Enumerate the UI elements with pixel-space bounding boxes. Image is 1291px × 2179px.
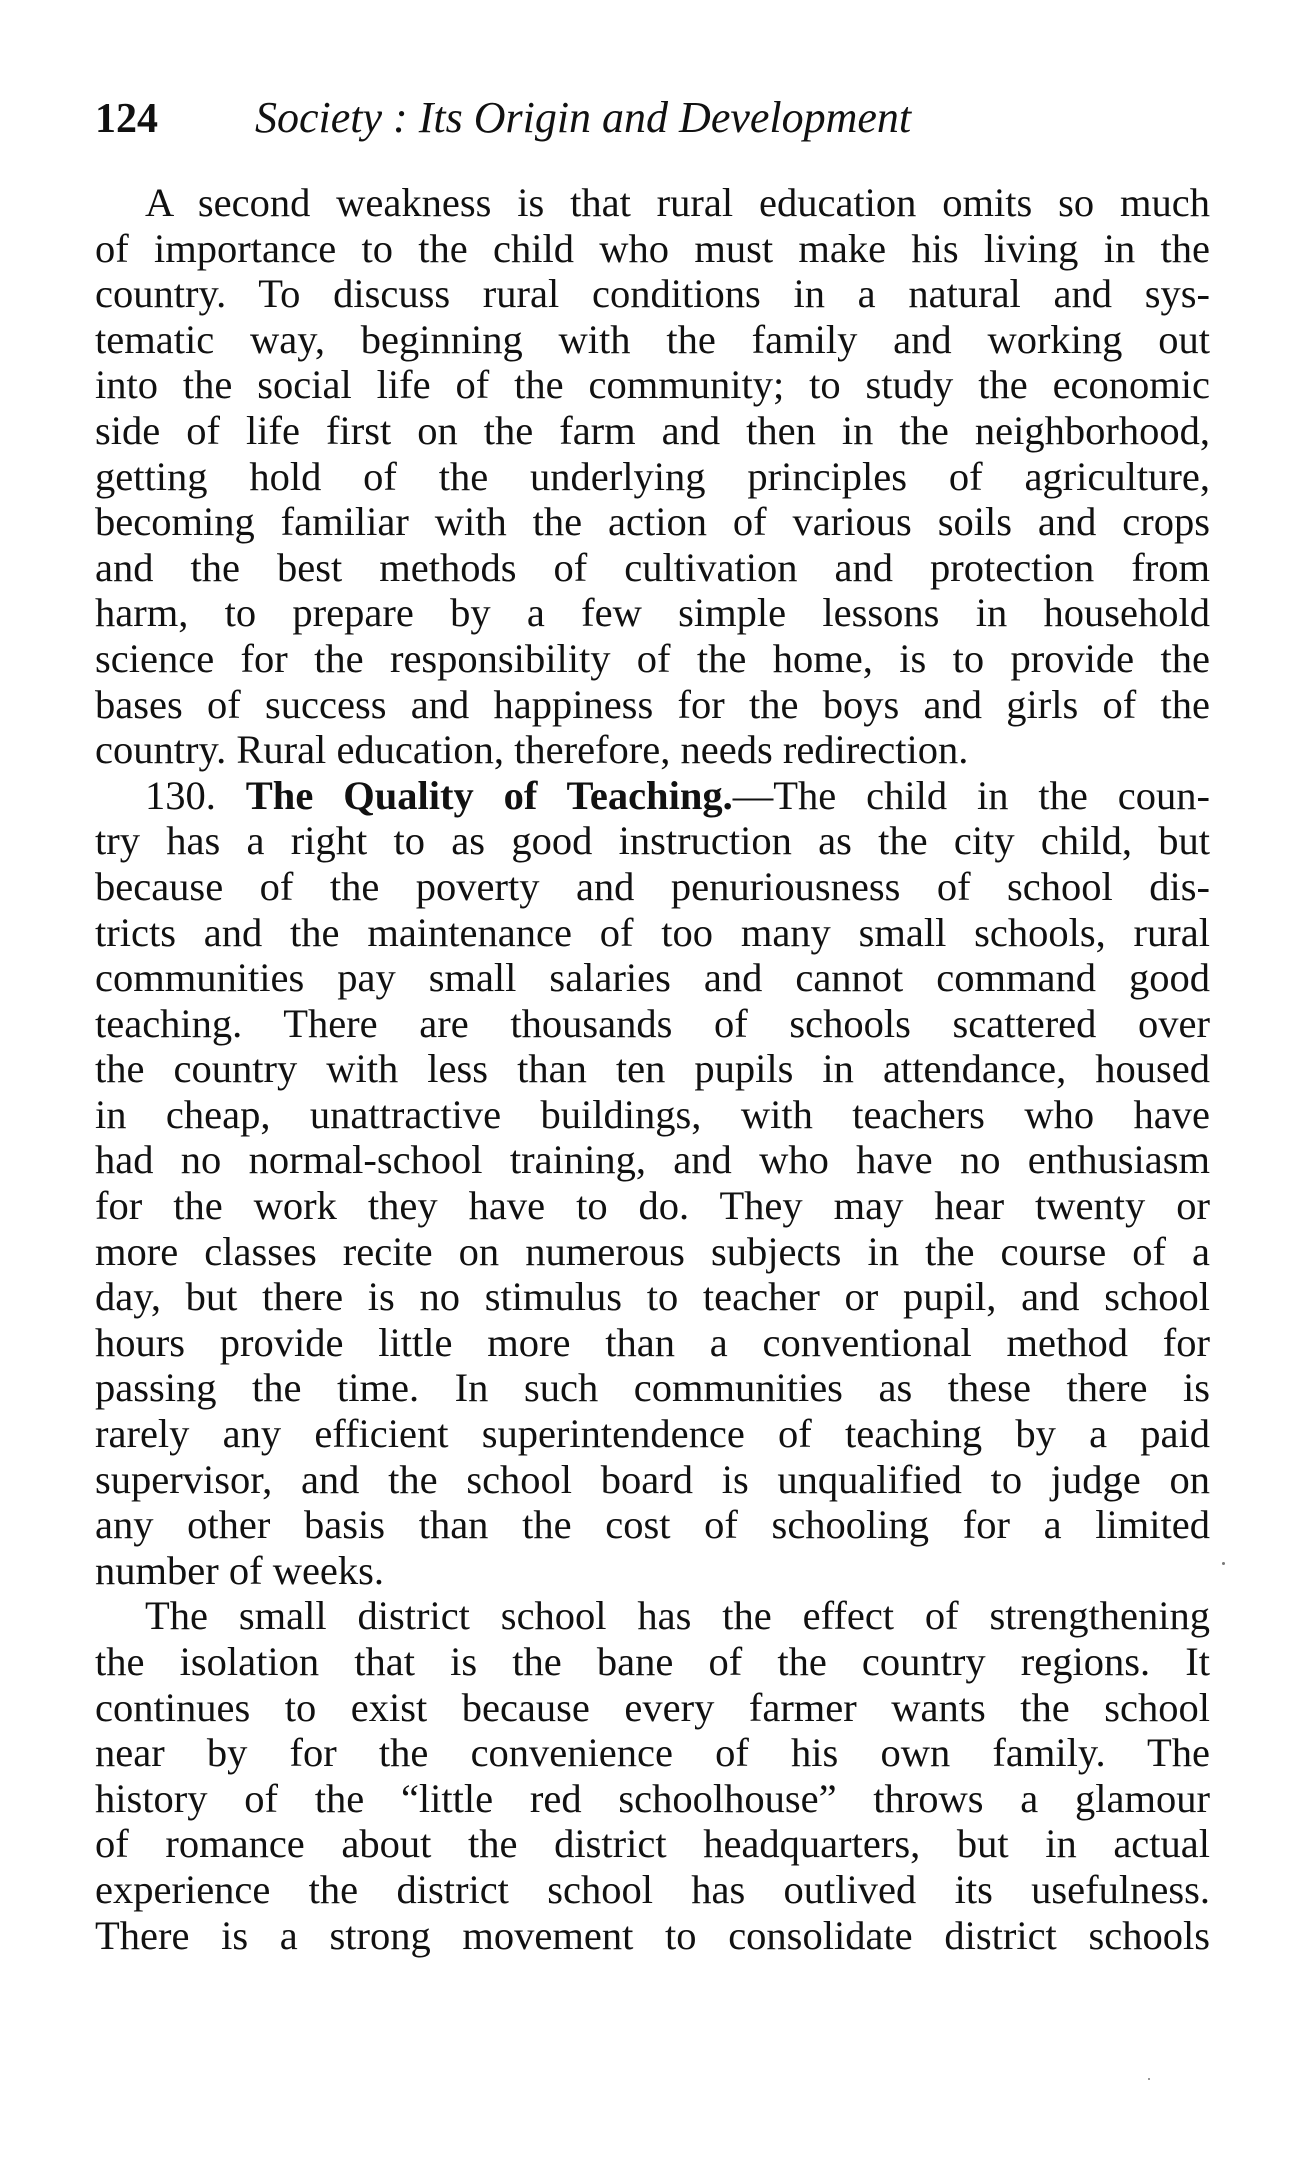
section-number: 130. — [145, 772, 216, 818]
text-line: the country with less than ten pupils in attendance, housed — [95, 1046, 1210, 1092]
section-first-line-text: —The child in the coun- — [732, 772, 1210, 818]
text-line: any other basis than the cost of schooling for a limited — [95, 1502, 1210, 1548]
page-header — [95, 92, 1210, 152]
text-line: try has a right to as good instruction as the city child, but — [95, 818, 1210, 864]
text-line: passing the time. In such communities as these there is — [95, 1365, 1210, 1411]
text-line: the isolation that is the bane of the country regions. It — [95, 1639, 1210, 1684]
text-line: becoming familiar with the action of various soils and crops — [95, 499, 1210, 545]
text-line: of importance to the child who must make his living in the — [95, 225, 1210, 271]
text-line: harm, to prepare by a few simple lessons in household — [95, 590, 1210, 636]
text-line: science for the responsibility of the home, is to provide the — [95, 635, 1210, 681]
page-number: 124 — [95, 96, 158, 142]
text-line: more classes recite on numerous subjects in the course of a — [95, 1228, 1210, 1274]
text-line: country. To discuss rural conditions in a natural and sys- — [95, 271, 1210, 317]
text-line: side of life first on the farm and then in the neighborhood, — [95, 407, 1210, 453]
text-line: had no normal-school training, and who have no enthusiasm — [95, 1137, 1210, 1183]
text-line: experience the district school has outlived its usefulness. — [95, 1866, 1210, 1912]
running-title: Society : Its Origin and Development — [255, 93, 912, 142]
text-line: because of the poverty and penuriousness of school dis- — [95, 863, 1210, 909]
text-line: tematic way, beginning with the family and working out — [95, 316, 1210, 362]
paper-speck — [1222, 1562, 1225, 1565]
text-line: near by for the convenience of his own family. The — [95, 1730, 1210, 1776]
text-line: into the social life of the community; to study the economic — [95, 362, 1210, 408]
paragraph-district-school — [95, 1593, 1210, 1958]
text-line: continues to exist because every farmer wants the school — [95, 1684, 1210, 1730]
text-line: supervisor, and the school board is unqualified to judge on — [95, 1456, 1210, 1502]
text-line: There is a strong movement to consolidate district schools — [95, 1912, 1210, 1958]
text-line: for the work they have to do. They may hear twenty or — [95, 1183, 1210, 1229]
text-line: number of weeks. — [95, 1547, 385, 1593]
page-body — [95, 180, 1210, 1958]
section-title: The Quality of Teaching. — [245, 772, 733, 818]
text-line: hours provide little more than a conventional method for — [95, 1319, 1210, 1365]
text-line: history of the “little red schoolhouse” throws a glamour — [95, 1775, 1210, 1821]
text-line: country. Rural education, therefore, needs redirection. — [95, 727, 969, 773]
text-line: getting hold of the underlying principles of agriculture, — [95, 453, 1210, 499]
text-line: communities pay small salaries and cannot command good — [95, 955, 1210, 1001]
text-line: and the best methods of cultivation and protection from — [95, 544, 1210, 590]
text-line: bases of success and happiness for the boys and girls of the — [95, 681, 1210, 727]
paragraph-rural-education-weakness — [95, 180, 1210, 773]
text-line: tricts and the maintenance of too many small schools, rural — [95, 909, 1210, 955]
text-line: The small district school has the effect of strengthening — [145, 1593, 1210, 1639]
text-line: rarely any efficient superintendence of teaching by a paid — [95, 1411, 1210, 1457]
text-line: A second weakness is that rural education omits so much — [145, 180, 1210, 225]
text-line: of romance about the district headquarters, but in actual — [95, 1821, 1210, 1867]
paper-speck — [1148, 2078, 1150, 2080]
text-line: teaching. There are thousands of schools scattered over — [95, 1000, 1210, 1046]
text-line: day, but there is no stimulus to teacher or pupil, and school — [95, 1274, 1210, 1320]
section-130-quality-of-teaching — [95, 773, 1210, 1594]
section-heading-line — [95, 773, 1210, 819]
text-line: in cheap, unattractive buildings, with teachers who have — [95, 1091, 1210, 1137]
